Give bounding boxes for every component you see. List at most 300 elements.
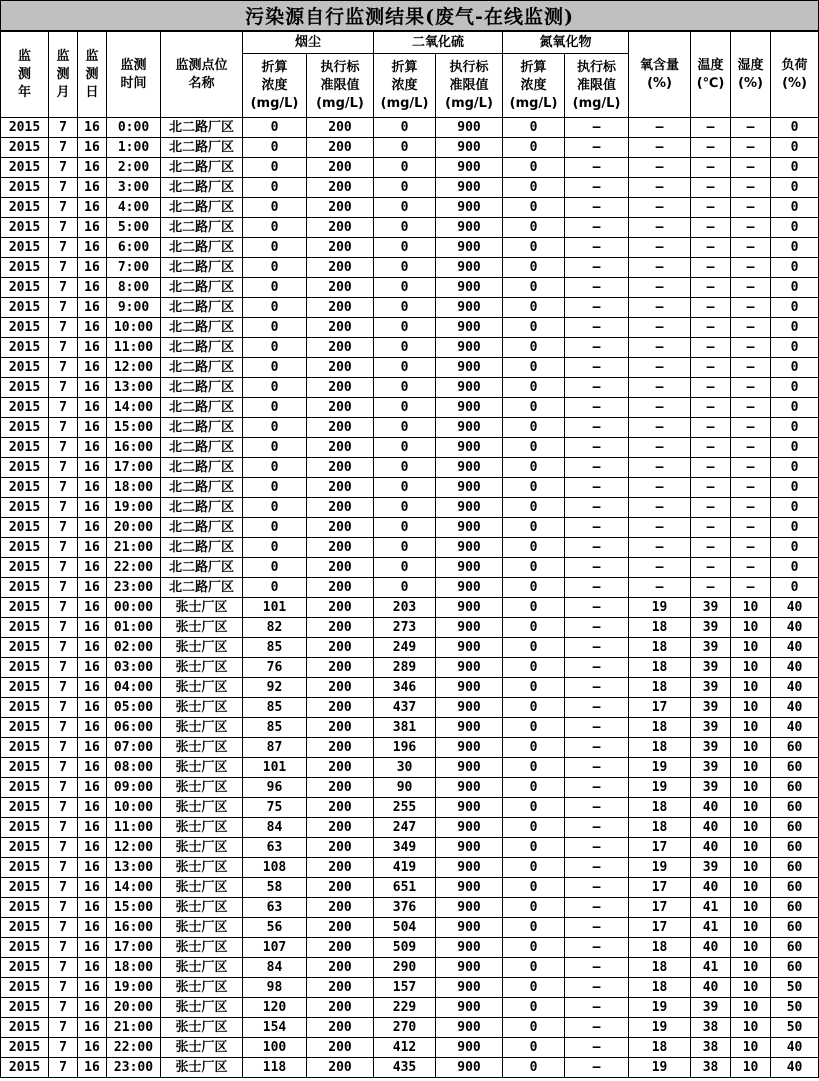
cell-nox_limit: — (565, 398, 629, 418)
cell-month: 7 (49, 938, 78, 958)
cell-load: 60 (771, 738, 819, 758)
cell-smoke_limit: 200 (307, 238, 374, 258)
cell-nox_conc: 0 (503, 578, 565, 598)
cell-month: 7 (49, 638, 78, 658)
cell-nox_limit: — (565, 698, 629, 718)
cell-smoke_conc: 84 (243, 958, 307, 978)
cell-month: 7 (49, 1058, 78, 1078)
cell-nox_conc: 0 (503, 398, 565, 418)
cell-site: 张士厂区 (161, 1018, 243, 1038)
cell-site: 北二路厂区 (161, 118, 243, 138)
cell-nox_conc: 0 (503, 898, 565, 918)
table-row (1, 358, 819, 378)
table-row (1, 398, 819, 418)
table-row (1, 118, 819, 138)
cell-time: 15:00 (107, 898, 161, 918)
cell-smoke_conc: 0 (243, 378, 307, 398)
cell-temp: 39 (691, 618, 731, 638)
cell-year: 2015 (1, 538, 49, 558)
cell-year: 2015 (1, 598, 49, 618)
cell-oxygen: — (629, 478, 691, 498)
cell-smoke_limit: 200 (307, 978, 374, 998)
cell-site: 北二路厂区 (161, 298, 243, 318)
cell-so2_conc: 157 (374, 978, 436, 998)
cell-load: 0 (771, 378, 819, 398)
header-so2: 二氧化硫 (374, 32, 503, 54)
cell-so2_conc: 0 (374, 518, 436, 538)
cell-temp: 40 (691, 838, 731, 858)
cell-temp: 39 (691, 638, 731, 658)
cell-site: 张士厂区 (161, 858, 243, 878)
table-row (1, 898, 819, 918)
cell-site: 张士厂区 (161, 878, 243, 898)
cell-month: 7 (49, 718, 78, 738)
cell-humidity: 10 (731, 838, 771, 858)
cell-nox_limit: — (565, 638, 629, 658)
cell-nox_limit: — (565, 318, 629, 338)
cell-humidity: 10 (731, 818, 771, 838)
cell-load: 40 (771, 1058, 819, 1078)
cell-nox_conc: 0 (503, 978, 565, 998)
cell-so2_conc: 435 (374, 1058, 436, 1078)
cell-time: 05:00 (107, 698, 161, 718)
cell-so2_limit: 900 (436, 458, 503, 478)
cell-so2_conc: 270 (374, 1018, 436, 1038)
cell-day: 16 (78, 258, 107, 278)
table-row (1, 698, 819, 718)
cell-load: 60 (771, 878, 819, 898)
cell-so2_limit: 900 (436, 1038, 503, 1058)
cell-oxygen: — (629, 178, 691, 198)
cell-so2_conc: 376 (374, 898, 436, 918)
report-title: 污染源自行监测结果(废气-在线监测) (0, 0, 819, 31)
cell-month: 7 (49, 978, 78, 998)
cell-time: 19:00 (107, 978, 161, 998)
cell-nox_limit: — (565, 778, 629, 798)
cell-smoke_limit: 200 (307, 438, 374, 458)
cell-day: 16 (78, 678, 107, 698)
table-row (1, 1038, 819, 1058)
cell-site: 北二路厂区 (161, 338, 243, 358)
cell-site: 张士厂区 (161, 1058, 243, 1078)
cell-so2_conc: 273 (374, 618, 436, 638)
cell-smoke_conc: 101 (243, 758, 307, 778)
cell-nox_limit: — (565, 998, 629, 1018)
cell-smoke_limit: 200 (307, 158, 374, 178)
cell-nox_conc: 0 (503, 638, 565, 658)
cell-so2_conc: 229 (374, 998, 436, 1018)
cell-so2_limit: 900 (436, 198, 503, 218)
cell-nox_conc: 0 (503, 118, 565, 138)
cell-nox_conc: 0 (503, 698, 565, 718)
cell-year: 2015 (1, 958, 49, 978)
cell-year: 2015 (1, 638, 49, 658)
cell-site: 张士厂区 (161, 938, 243, 958)
cell-nox_conc: 0 (503, 778, 565, 798)
cell-time: 01:00 (107, 618, 161, 638)
cell-so2_limit: 900 (436, 538, 503, 558)
cell-year: 2015 (1, 158, 49, 178)
cell-oxygen: 19 (629, 598, 691, 618)
cell-humidity: — (731, 558, 771, 578)
cell-temp: 41 (691, 918, 731, 938)
cell-month: 7 (49, 318, 78, 338)
cell-so2_limit: 900 (436, 438, 503, 458)
cell-oxygen: — (629, 258, 691, 278)
table-row (1, 498, 819, 518)
table-row (1, 458, 819, 478)
cell-temp: 39 (691, 658, 731, 678)
cell-site: 张士厂区 (161, 698, 243, 718)
cell-smoke_conc: 76 (243, 658, 307, 678)
table-row (1, 318, 819, 338)
cell-nox_conc: 0 (503, 318, 565, 338)
table-row (1, 538, 819, 558)
cell-site: 北二路厂区 (161, 478, 243, 498)
cell-smoke_limit: 200 (307, 658, 374, 678)
cell-time: 2:00 (107, 158, 161, 178)
cell-load: 0 (771, 178, 819, 198)
cell-load: 0 (771, 558, 819, 578)
cell-smoke_limit: 200 (307, 938, 374, 958)
cell-so2_limit: 900 (436, 1058, 503, 1078)
cell-day: 16 (78, 1018, 107, 1038)
cell-load: 60 (771, 838, 819, 858)
cell-month: 7 (49, 858, 78, 878)
cell-time: 16:00 (107, 918, 161, 938)
cell-smoke_limit: 200 (307, 838, 374, 858)
cell-smoke_limit: 200 (307, 738, 374, 758)
table-row (1, 598, 819, 618)
cell-oxygen: — (629, 558, 691, 578)
cell-day: 16 (78, 798, 107, 818)
cell-nox_limit: — (565, 978, 629, 998)
cell-time: 09:00 (107, 778, 161, 798)
cell-nox_conc: 0 (503, 298, 565, 318)
cell-smoke_conc: 0 (243, 438, 307, 458)
cell-smoke_limit: 200 (307, 498, 374, 518)
cell-year: 2015 (1, 878, 49, 898)
cell-year: 2015 (1, 198, 49, 218)
cell-nox_limit: — (565, 458, 629, 478)
cell-nox_limit: — (565, 838, 629, 858)
cell-load: 0 (771, 278, 819, 298)
cell-so2_conc: 0 (374, 558, 436, 578)
cell-oxygen: 18 (629, 678, 691, 698)
cell-month: 7 (49, 418, 78, 438)
cell-site: 张士厂区 (161, 818, 243, 838)
cell-month: 7 (49, 458, 78, 478)
cell-day: 16 (78, 538, 107, 558)
cell-smoke_conc: 107 (243, 938, 307, 958)
cell-month: 7 (49, 158, 78, 178)
cell-humidity: 10 (731, 1038, 771, 1058)
cell-month: 7 (49, 218, 78, 238)
cell-smoke_limit: 200 (307, 318, 374, 338)
cell-load: 60 (771, 858, 819, 878)
cell-site: 张士厂区 (161, 898, 243, 918)
table-row (1, 638, 819, 658)
table-row (1, 438, 819, 458)
cell-so2_conc: 0 (374, 418, 436, 438)
cell-time: 21:00 (107, 1018, 161, 1038)
table-row (1, 938, 819, 958)
cell-so2_limit: 900 (436, 518, 503, 538)
cell-month: 7 (49, 198, 78, 218)
cell-smoke_limit: 200 (307, 378, 374, 398)
cell-so2_conc: 412 (374, 1038, 436, 1058)
cell-nox_conc: 0 (503, 658, 565, 678)
cell-day: 16 (78, 358, 107, 378)
cell-nox_limit: — (565, 338, 629, 358)
cell-temp: — (691, 238, 731, 258)
cell-nox_limit: — (565, 438, 629, 458)
cell-temp: — (691, 298, 731, 318)
cell-temp: 40 (691, 818, 731, 838)
table-row (1, 518, 819, 538)
header-time: 监测 时间 (107, 32, 161, 118)
cell-month: 7 (49, 298, 78, 318)
cell-month: 7 (49, 538, 78, 558)
cell-day: 16 (78, 418, 107, 438)
cell-year: 2015 (1, 478, 49, 498)
table-row (1, 238, 819, 258)
cell-day: 16 (78, 518, 107, 538)
cell-site: 张士厂区 (161, 1038, 243, 1058)
cell-nox_limit: — (565, 118, 629, 138)
cell-temp: — (691, 498, 731, 518)
cell-oxygen: 17 (629, 878, 691, 898)
cell-time: 18:00 (107, 478, 161, 498)
cell-smoke_limit: 200 (307, 578, 374, 598)
cell-time: 6:00 (107, 238, 161, 258)
cell-so2_conc: 419 (374, 858, 436, 878)
cell-oxygen: — (629, 518, 691, 538)
cell-so2_conc: 504 (374, 918, 436, 938)
cell-load: 0 (771, 478, 819, 498)
cell-oxygen: — (629, 298, 691, 318)
cell-oxygen: 18 (629, 658, 691, 678)
cell-temp: — (691, 178, 731, 198)
cell-month: 7 (49, 518, 78, 538)
cell-humidity: — (731, 438, 771, 458)
cell-time: 10:00 (107, 798, 161, 818)
cell-so2_limit: 900 (436, 938, 503, 958)
cell-nox_limit: — (565, 818, 629, 838)
cell-nox_limit: — (565, 378, 629, 398)
cell-month: 7 (49, 818, 78, 838)
cell-oxygen: — (629, 318, 691, 338)
cell-so2_limit: 900 (436, 318, 503, 338)
cell-so2_limit: 900 (436, 918, 503, 938)
cell-day: 16 (78, 898, 107, 918)
cell-humidity: — (731, 218, 771, 238)
cell-time: 5:00 (107, 218, 161, 238)
cell-nox_limit: — (565, 958, 629, 978)
cell-smoke_limit: 200 (307, 918, 374, 938)
cell-smoke_limit: 200 (307, 258, 374, 278)
cell-day: 16 (78, 1038, 107, 1058)
cell-oxygen: 18 (629, 958, 691, 978)
cell-load: 0 (771, 298, 819, 318)
cell-smoke_conc: 0 (243, 458, 307, 478)
cell-time: 8:00 (107, 278, 161, 298)
cell-month: 7 (49, 738, 78, 758)
cell-so2_limit: 900 (436, 618, 503, 638)
cell-day: 16 (78, 1058, 107, 1078)
cell-temp: — (691, 158, 731, 178)
cell-year: 2015 (1, 998, 49, 1018)
cell-day: 16 (78, 438, 107, 458)
cell-time: 23:00 (107, 1058, 161, 1078)
cell-month: 7 (49, 1038, 78, 1058)
cell-nox_limit: — (565, 258, 629, 278)
cell-smoke_limit: 200 (307, 398, 374, 418)
cell-so2_limit: 900 (436, 778, 503, 798)
cell-temp: 38 (691, 1038, 731, 1058)
cell-smoke_conc: 100 (243, 1038, 307, 1058)
cell-so2_conc: 509 (374, 938, 436, 958)
cell-day: 16 (78, 558, 107, 578)
cell-smoke_conc: 154 (243, 1018, 307, 1038)
cell-day: 16 (78, 338, 107, 358)
cell-load: 0 (771, 158, 819, 178)
cell-load: 0 (771, 258, 819, 278)
cell-humidity: 10 (731, 958, 771, 978)
table-row (1, 678, 819, 698)
cell-load: 60 (771, 798, 819, 818)
cell-oxygen: — (629, 458, 691, 478)
cell-smoke_conc: 0 (243, 158, 307, 178)
cell-month: 7 (49, 998, 78, 1018)
cell-site: 北二路厂区 (161, 498, 243, 518)
cell-smoke_conc: 63 (243, 898, 307, 918)
cell-load: 0 (771, 338, 819, 358)
cell-month: 7 (49, 778, 78, 798)
cell-oxygen: 19 (629, 758, 691, 778)
table-row (1, 998, 819, 1018)
cell-year: 2015 (1, 338, 49, 358)
cell-so2_limit: 900 (436, 298, 503, 318)
cell-time: 07:00 (107, 738, 161, 758)
cell-month: 7 (49, 798, 78, 818)
cell-day: 16 (78, 218, 107, 238)
table-row (1, 418, 819, 438)
cell-nox_conc: 0 (503, 758, 565, 778)
cell-oxygen: 17 (629, 898, 691, 918)
cell-load: 60 (771, 818, 819, 838)
cell-site: 张士厂区 (161, 658, 243, 678)
cell-day: 16 (78, 918, 107, 938)
cell-humidity: — (731, 318, 771, 338)
cell-year: 2015 (1, 898, 49, 918)
cell-month: 7 (49, 178, 78, 198)
cell-year: 2015 (1, 758, 49, 778)
cell-so2_limit: 900 (436, 578, 503, 598)
cell-so2_limit: 900 (436, 378, 503, 398)
cell-year: 2015 (1, 938, 49, 958)
cell-smoke_limit: 200 (307, 198, 374, 218)
cell-time: 13:00 (107, 858, 161, 878)
cell-load: 40 (771, 618, 819, 638)
cell-so2_limit: 900 (436, 558, 503, 578)
cell-site: 北二路厂区 (161, 138, 243, 158)
cell-nox_conc: 0 (503, 938, 565, 958)
table-row (1, 138, 819, 158)
cell-smoke_conc: 98 (243, 978, 307, 998)
cell-humidity: 10 (731, 918, 771, 938)
cell-smoke_limit: 200 (307, 118, 374, 138)
cell-smoke_conc: 0 (243, 178, 307, 198)
cell-nox_conc: 0 (503, 618, 565, 638)
table-header (1, 32, 819, 118)
cell-nox_conc: 0 (503, 178, 565, 198)
cell-month: 7 (49, 1018, 78, 1038)
cell-day: 16 (78, 838, 107, 858)
cell-oxygen: — (629, 198, 691, 218)
cell-smoke_conc: 120 (243, 998, 307, 1018)
cell-time: 23:00 (107, 578, 161, 598)
cell-smoke_limit: 200 (307, 958, 374, 978)
cell-humidity: — (731, 238, 771, 258)
cell-so2_limit: 900 (436, 678, 503, 698)
cell-oxygen: — (629, 118, 691, 138)
cell-nox_limit: — (565, 498, 629, 518)
cell-oxygen: — (629, 358, 691, 378)
cell-nox_limit: — (565, 198, 629, 218)
cell-time: 0:00 (107, 118, 161, 138)
cell-oxygen: 19 (629, 1058, 691, 1078)
cell-so2_conc: 0 (374, 438, 436, 458)
cell-humidity: 10 (731, 938, 771, 958)
table-row (1, 858, 819, 878)
cell-so2_conc: 0 (374, 238, 436, 258)
cell-time: 7:00 (107, 258, 161, 278)
cell-nox_conc: 0 (503, 598, 565, 618)
cell-so2_limit: 900 (436, 238, 503, 258)
cell-year: 2015 (1, 978, 49, 998)
cell-nox_limit: — (565, 578, 629, 598)
cell-month: 7 (49, 578, 78, 598)
cell-nox_limit: — (565, 538, 629, 558)
cell-temp: — (691, 578, 731, 598)
cell-nox_conc: 0 (503, 718, 565, 738)
cell-oxygen: — (629, 218, 691, 238)
cell-month: 7 (49, 278, 78, 298)
cell-site: 北二路厂区 (161, 258, 243, 278)
cell-humidity: 10 (731, 698, 771, 718)
cell-site: 北二路厂区 (161, 418, 243, 438)
cell-nox_conc: 0 (503, 278, 565, 298)
cell-so2_conc: 0 (374, 478, 436, 498)
cell-nox_conc: 0 (503, 498, 565, 518)
cell-so2_limit: 900 (436, 638, 503, 658)
cell-load: 0 (771, 358, 819, 378)
cell-humidity: 10 (731, 598, 771, 618)
cell-smoke_limit: 200 (307, 358, 374, 378)
cell-time: 11:00 (107, 338, 161, 358)
header-nox: 氮氧化物 (503, 32, 629, 54)
cell-nox_limit: — (565, 298, 629, 318)
header-month: 监 测 月 (49, 32, 78, 118)
monitoring-table (0, 31, 819, 1078)
cell-load: 40 (771, 598, 819, 618)
cell-temp: 39 (691, 718, 731, 738)
header-so2-conc: 折算 浓度 (mg/L) (374, 54, 436, 118)
cell-month: 7 (49, 378, 78, 398)
cell-load: 0 (771, 198, 819, 218)
cell-day: 16 (78, 298, 107, 318)
